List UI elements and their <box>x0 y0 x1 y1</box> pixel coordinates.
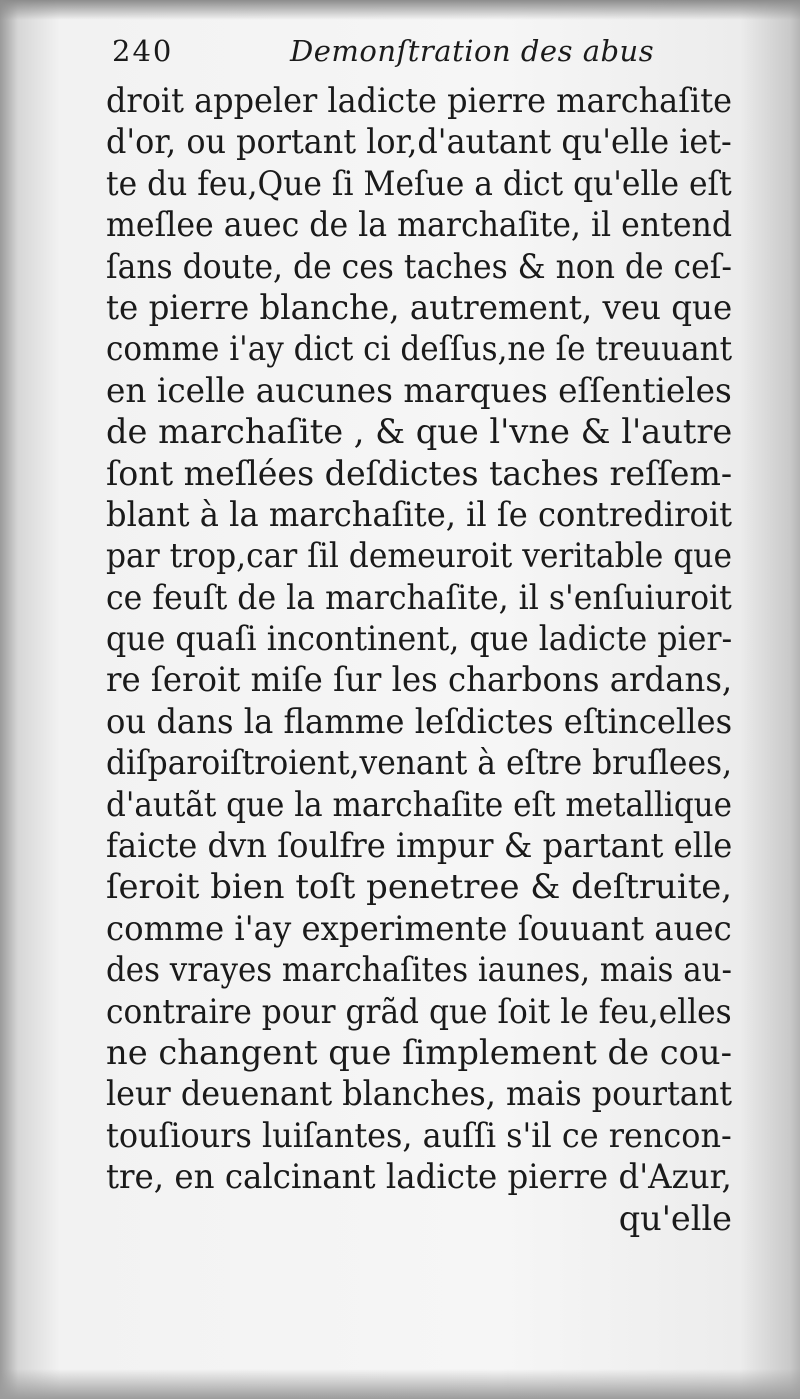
text-line: par trop,car ſil demeuroit veritable que <box>106 536 733 576</box>
text-line: que quaſi incontinent, que ladicte pier- <box>106 619 733 659</box>
page-number: 240 <box>112 34 174 68</box>
text-line: touſiours luiſantes, auſſi s'il ce rencon- <box>106 1115 732 1155</box>
text-line: leur deuenant blanches, mais pourtant <box>106 1074 733 1114</box>
text-line: te pierre blanche, autrement, veu que <box>106 287 733 327</box>
text-line: blant à la marchaſite, il ſe contrediroit <box>106 494 733 534</box>
text-line: meſlee auec de la marchaſite, il entend <box>106 205 733 245</box>
text-line: ſans doute, de ces taches & non de ceſ- <box>106 246 732 286</box>
text-line: diſparoiſtroient,venant à eſtre bruſlees, <box>106 743 733 783</box>
text-line: des vrayes marchaſites iaunes, mais au- <box>106 950 733 990</box>
text-line: tre, en calcinant ladicte pierre d'Azur, <box>106 1157 732 1197</box>
text-line: comme i'ay experimente ſouuant auec <box>106 908 732 948</box>
text-line: ce feuſt de la marchaſite, il s'enſuiuroit <box>106 577 732 617</box>
text-line: d'or, ou portant lor,d'autant qu'elle iet- <box>106 122 732 162</box>
text-line: ou dans la flamme leſdictes eſtincelles <box>106 701 733 741</box>
text-line: en icelle aucunes marques eſſentieles <box>106 370 732 410</box>
text-line: ne changent que ſimplement de cou- <box>106 1032 733 1072</box>
text-line: contraire pour grãd que ſoit le feu,elles <box>106 991 732 1031</box>
text-line: re ſeroit miſe ſur les charbons ardans, <box>106 660 733 700</box>
running-title: Demonſtration des abus <box>290 34 655 68</box>
text-line: ſont meſlées deſdictes taches reſſem- <box>106 453 733 493</box>
page-header <box>110 34 750 78</box>
text-line: te du feu,Que ſi Meſue a dict qu'elle eſt <box>106 163 732 203</box>
text-line: droit appeler ladicte pierre marchaſite <box>106 81 732 120</box>
body-text <box>106 80 732 1239</box>
text-line: ſeroit bien toſt penetree & deſtruite, <box>106 867 733 907</box>
text-line: de marchaſite , & que l'vne & l'autre <box>106 412 733 452</box>
text-line: faicte dvn ſoulfre impur & partant elle <box>106 826 733 866</box>
text-line: d'autãt que la marchaſite eſt metallique <box>106 784 733 824</box>
catchword: qu'elle <box>618 1198 732 1238</box>
text-line: comme i'ay dict ci deſſus,ne ſe treuuant <box>106 329 733 369</box>
